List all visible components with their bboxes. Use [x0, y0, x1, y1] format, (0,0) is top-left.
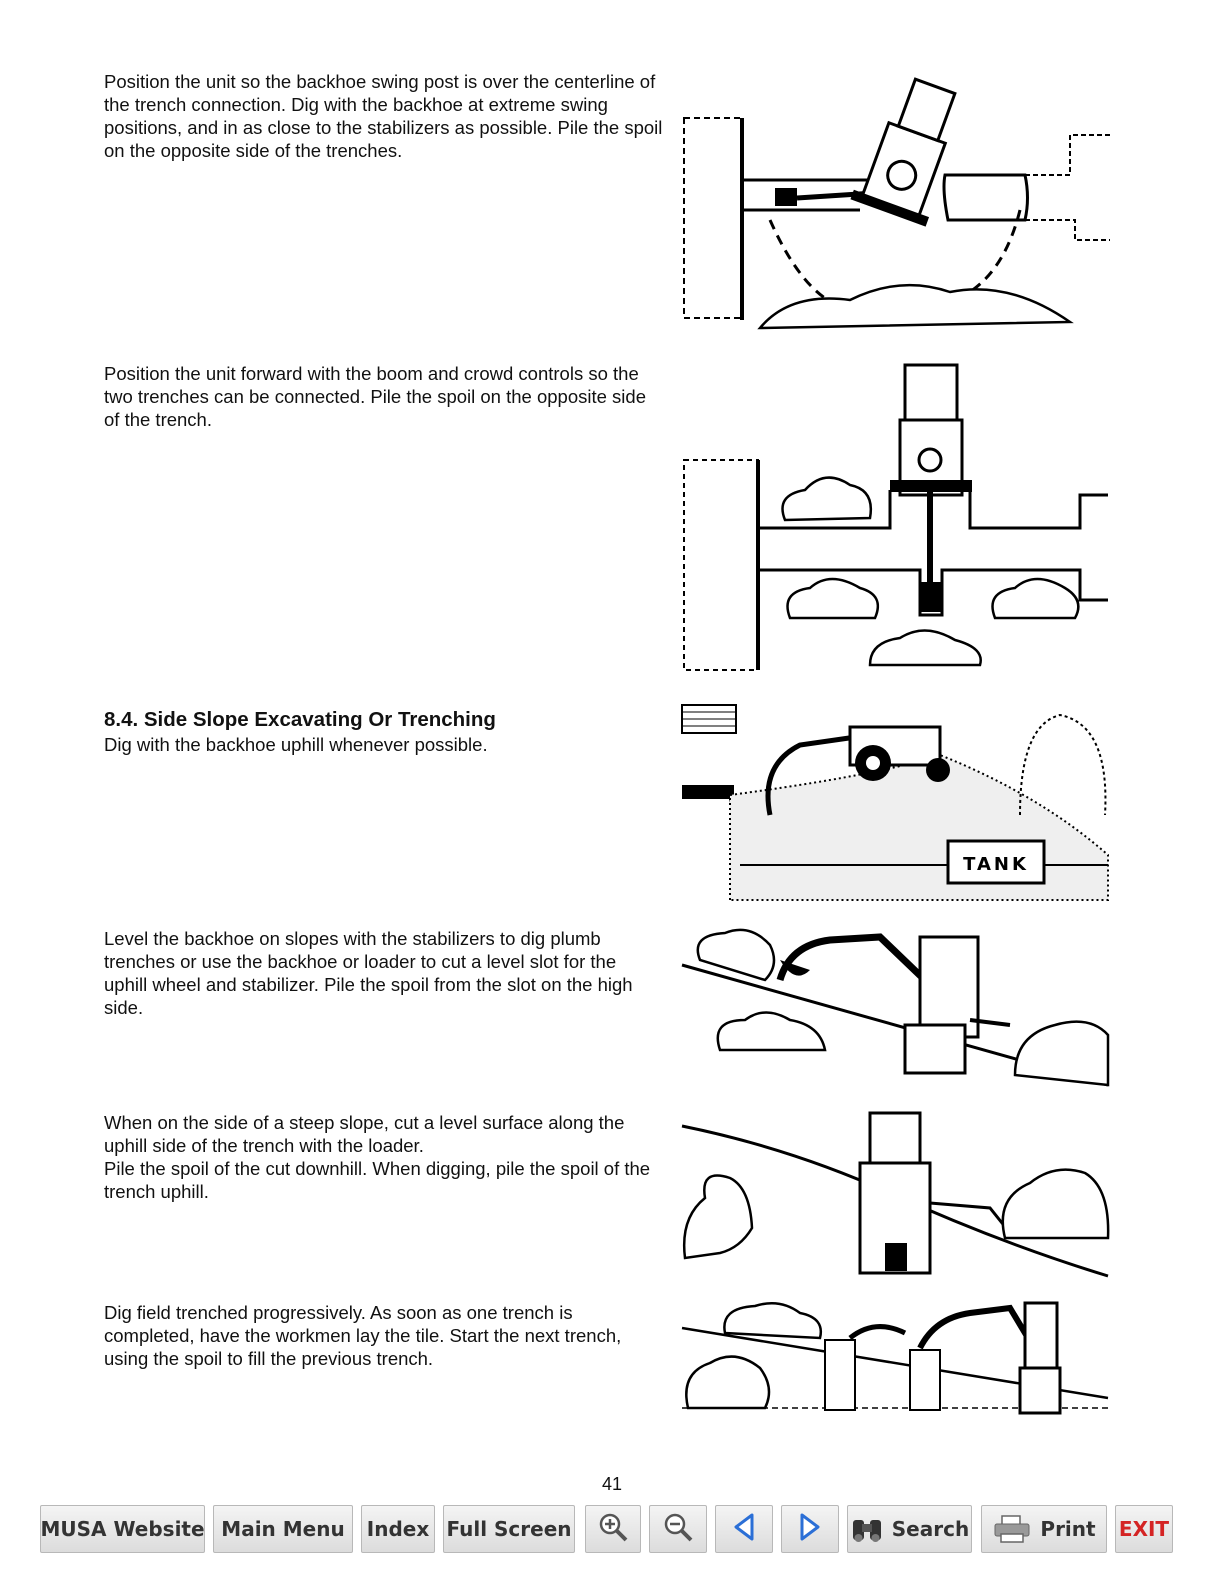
binoculars-icon: [850, 1514, 884, 1544]
search-label: Search: [891, 1517, 970, 1541]
musa-website-button[interactable]: [40, 1505, 205, 1553]
previous-page-button[interactable]: [715, 1505, 773, 1553]
printer-icon: [992, 1514, 1032, 1544]
zoom-out-button[interactable]: [649, 1505, 707, 1553]
zoom-out-icon: [661, 1510, 695, 1549]
print-label: Print: [1040, 1517, 1096, 1541]
paragraph-swing-post: Position the unit so the backhoe swing post is over the centerline of the trench connection. Dig with the backhoe at extreme swing positions, and in as close to the stabilizers as possible. Pile the spoil on the opposite side of the trenches.: [104, 71, 663, 161]
figure-field-trenches: [680, 1298, 1112, 1420]
next-page-icon: [798, 1512, 822, 1547]
index-button[interactable]: [361, 1505, 435, 1553]
paragraph-steep-slope: When on the side of a steep slope, cut a level surface along the uphill side of the trench with the loader.: [104, 1112, 625, 1156]
zoom-in-icon: [596, 1510, 630, 1549]
paragraph-level-backhoe: Level the backhoe on slopes with the stabilizers to dig plumb trenches or use the backhoe or loader to cut a level slot for the uphill wheel and stabilizer. Pile the spoil from the slot on the high side.: [104, 928, 633, 1018]
full-screen-button[interactable]: [443, 1505, 575, 1553]
index-label: Index: [366, 1517, 430, 1541]
full-screen-label: Full Screen: [446, 1517, 572, 1541]
page-number: 41: [601, 1474, 623, 1494]
previous-page-icon: [732, 1512, 756, 1547]
paragraph-pile-spoil: Pile the spoil of the cut downhill. When digging, pile the spoil of the trench uphill.: [104, 1158, 651, 1202]
main-menu-label: Main Menu: [221, 1517, 345, 1541]
figure-steep-slope: [680, 1108, 1112, 1280]
main-menu-button[interactable]: [213, 1505, 353, 1553]
exit-button[interactable]: [1115, 1505, 1173, 1553]
musa-website-label: MUSA Website: [40, 1517, 205, 1541]
figure-side-slope-tank: [680, 695, 1112, 905]
figure-forward-position: [680, 360, 1112, 675]
print-button[interactable]: [981, 1505, 1107, 1553]
paragraph-connect-trenches: Position the unit forward with the boom and crowd controls so the two trenches can be connected. Pile the spoil on the opposite side of the trench.: [104, 363, 646, 430]
zoom-in-button[interactable]: [585, 1505, 641, 1553]
figure-level-on-slope: [680, 925, 1112, 1090]
next-page-button[interactable]: [781, 1505, 839, 1553]
search-button[interactable]: [847, 1505, 972, 1553]
exit-label: EXIT: [1118, 1517, 1170, 1541]
figure-swing-trench: [680, 70, 1112, 340]
paragraph-dig-uphill: Dig with the backhoe uphill whenever possible.: [104, 734, 488, 755]
tank-label: TANK: [963, 854, 1029, 875]
paragraph-field-trenches: Dig field trenched progressively. As soon as one trench is completed, have the workmen lay the tile. Start the next trench, using the spoil to fill the previous trench.: [104, 1302, 622, 1369]
section-heading: 8.4. Side Slope Excavating Or Trenching: [104, 708, 496, 731]
